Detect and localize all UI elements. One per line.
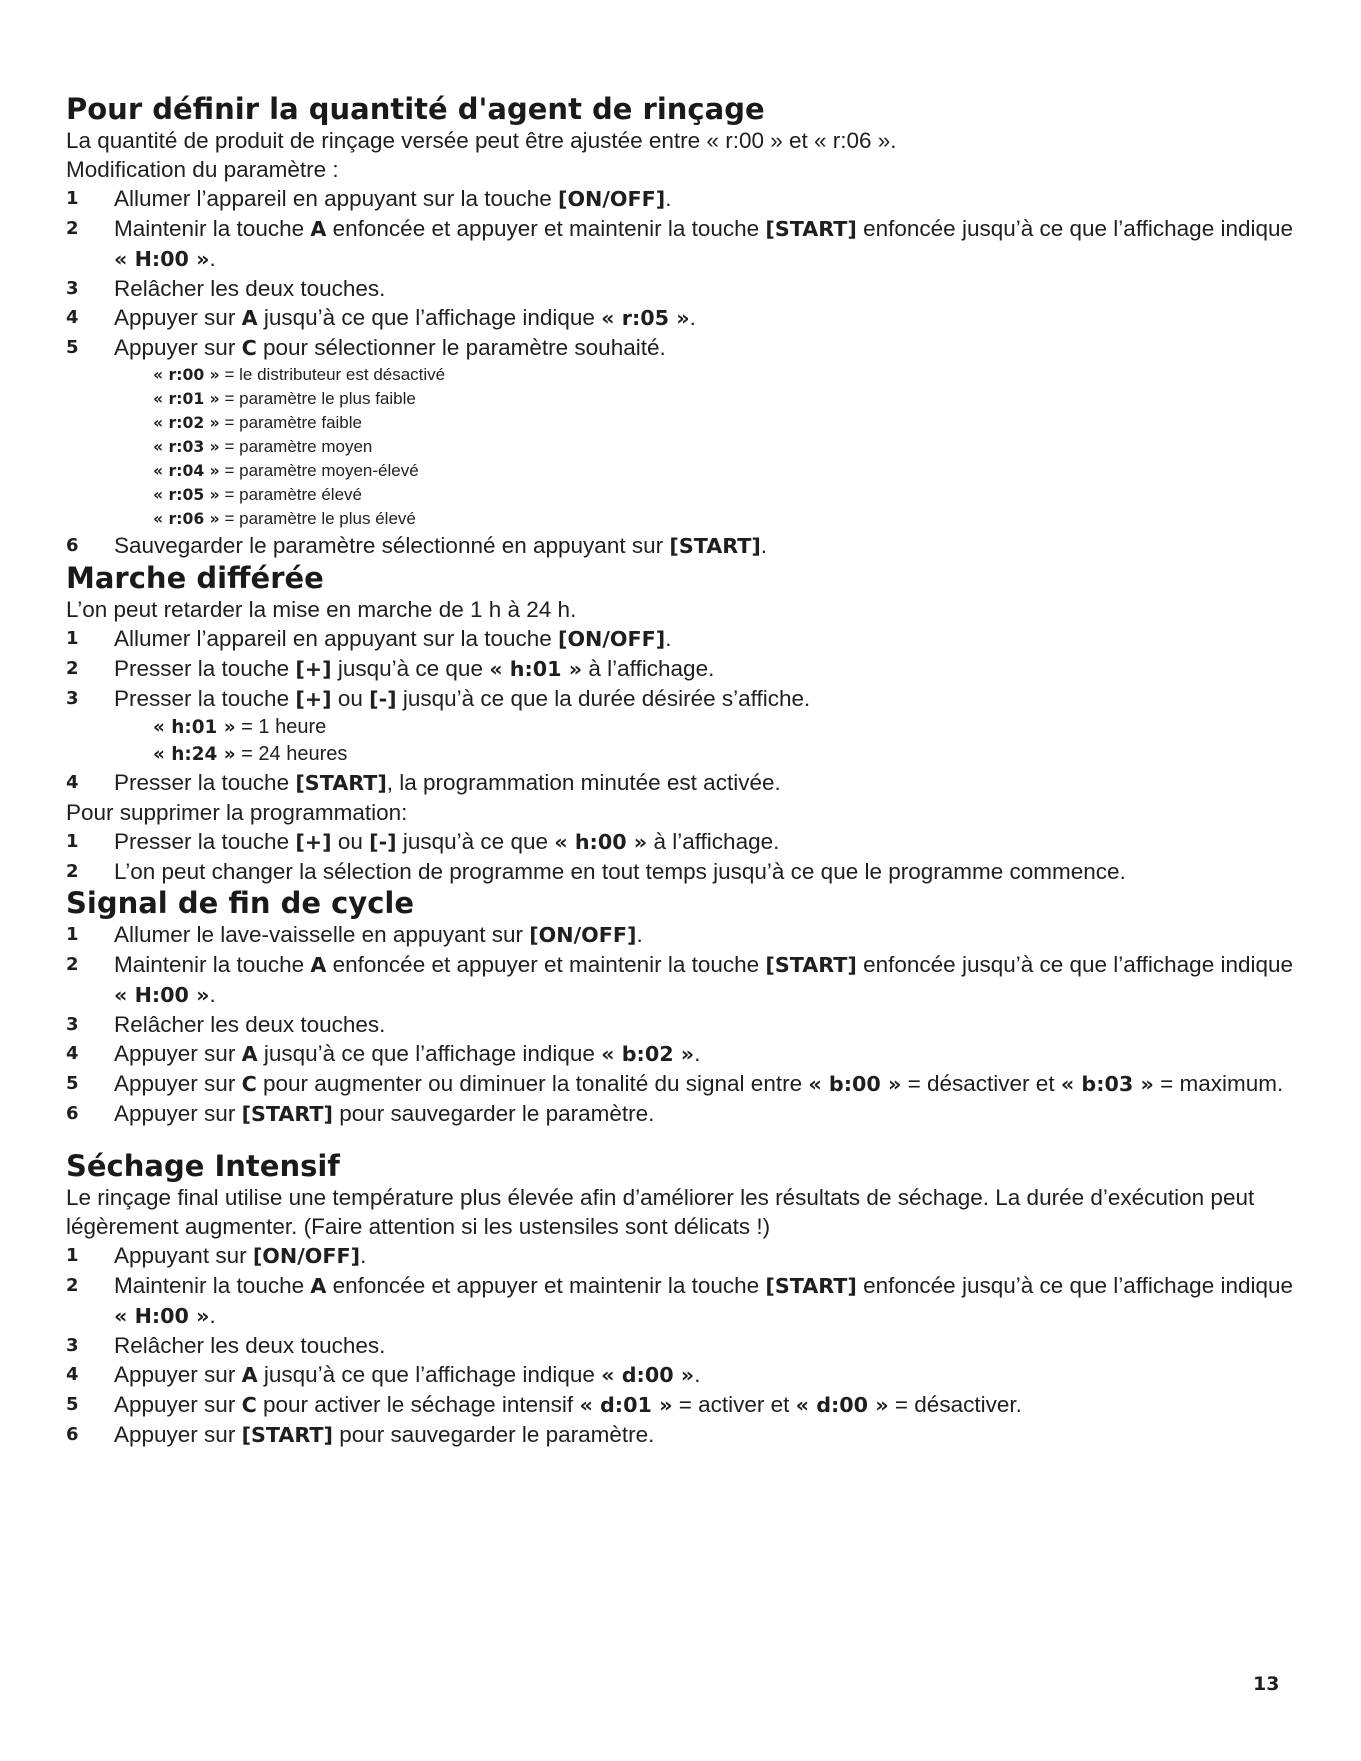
section-title-rinse-aid: Pour définir la quantité d'agent de rinçage	[66, 92, 765, 126]
text: Sauvegarder le paramètre sélectionné en appuyant sur	[114, 533, 670, 558]
text: pour sélectionner le paramètre souhaité.	[256, 335, 666, 360]
text: pour activer le séchage intensif	[256, 1392, 580, 1417]
text: Presser la touche	[114, 770, 296, 795]
step	[66, 684, 1306, 714]
step-text: Relâcher les deux touches.	[114, 1012, 386, 1037]
text: Appuyant sur	[114, 1243, 253, 1268]
step-text	[114, 950, 1306, 1010]
text: pour sauvegarder le paramètre.	[333, 1101, 655, 1126]
hours-list	[66, 714, 1306, 768]
setting-desc: = paramètre moyen	[219, 437, 373, 456]
key-label: [+]	[295, 687, 332, 711]
step	[66, 1360, 1306, 1390]
display-code: « h:00 »	[554, 830, 648, 854]
key-label: [ON/OFF]	[558, 627, 666, 651]
step-text: Relâcher les deux touches.	[114, 276, 386, 301]
text: jusqu’à ce que	[331, 656, 490, 681]
rinse-settings-list	[66, 363, 1306, 531]
display-code: « H:00 »	[114, 247, 210, 271]
page-number: 13	[1253, 1673, 1280, 1695]
text: Appuyer sur	[114, 305, 242, 330]
step-number: 6	[66, 535, 79, 556]
step-text	[114, 1039, 1306, 1069]
step-text	[114, 684, 1306, 714]
text: Appuyer sur	[114, 1422, 242, 1447]
step-number: 6	[66, 1103, 79, 1124]
display-code: « d:00 »	[601, 1363, 695, 1387]
key-label: [+]	[295, 830, 332, 854]
step	[66, 1331, 1306, 1360]
text: enfoncée jusqu’à ce que l’affichage indique	[856, 1273, 1294, 1298]
step-text	[114, 1241, 1306, 1271]
text: = désactiver et	[901, 1071, 1061, 1096]
step-number: 5	[66, 337, 79, 358]
display-code: « d:01 »	[579, 1393, 673, 1417]
key-label: [-]	[369, 830, 397, 854]
key-label: [ON/OFF]	[252, 1244, 361, 1268]
text: Presser la touche	[114, 656, 296, 681]
text: = activer et	[672, 1392, 796, 1417]
setting-item	[66, 363, 1306, 387]
step-text: Relâcher les deux touches.	[114, 1333, 386, 1358]
text: enfoncée et appuyer et maintenir la touche	[326, 1273, 766, 1298]
step-text	[114, 827, 1306, 857]
text: Appuyer sur	[114, 1041, 242, 1066]
section-title-end-signal: Signal de fin de cycle	[66, 886, 415, 920]
step	[66, 768, 1306, 798]
text: jusqu’à ce que	[396, 829, 555, 854]
text: jusqu’à ce que l’affichage indique	[257, 1362, 602, 1387]
step	[66, 1069, 1306, 1099]
key-label: [START]	[241, 1423, 333, 1447]
display-code: « r:04 »	[153, 461, 220, 480]
text: .	[689, 305, 696, 330]
key-label: A	[310, 217, 327, 241]
step-number: 5	[66, 1394, 79, 1415]
key-label: [START]	[295, 771, 387, 795]
display-code: « h:01 »	[153, 717, 236, 738]
step	[66, 1099, 1306, 1129]
step-text	[114, 1390, 1306, 1420]
step-number: 6	[66, 1424, 79, 1445]
key-label: [START]	[765, 953, 857, 977]
text: pour augmenter ou diminuer la tonalité du signal entre	[256, 1071, 809, 1096]
text: .	[665, 626, 672, 651]
step-number: 2	[66, 861, 79, 882]
key-label: [START]	[669, 534, 761, 558]
step-number: 3	[66, 1014, 79, 1035]
display-code: « h:01 »	[489, 657, 583, 681]
step-number: 1	[66, 628, 79, 649]
text: .	[360, 1243, 367, 1268]
step	[66, 531, 1306, 561]
key-label: [ON/OFF]	[529, 923, 637, 947]
step-text	[114, 303, 1306, 333]
text: Appuyer sur	[114, 1071, 242, 1096]
setting-desc: = paramètre le plus faible	[219, 389, 416, 408]
step	[66, 333, 1306, 363]
step	[66, 1241, 1306, 1271]
step	[66, 950, 1306, 1010]
step	[66, 1039, 1306, 1069]
key-label: [-]	[369, 687, 397, 711]
setting-item	[66, 459, 1306, 483]
display-code: « r:05 »	[601, 306, 690, 330]
step-text	[114, 333, 1306, 363]
text: .	[209, 982, 216, 1007]
text: = désactiver.	[888, 1392, 1022, 1417]
step-number: 1	[66, 1245, 79, 1266]
step-number: 3	[66, 688, 79, 709]
display-code: « h:24 »	[153, 744, 236, 765]
text: ou	[331, 686, 370, 711]
step-text	[114, 1271, 1306, 1331]
text: Maintenir la touche	[114, 952, 311, 977]
key-label: A	[241, 1042, 258, 1066]
text: enfoncée jusqu’à ce que l’affichage indique	[856, 952, 1294, 977]
text: jusqu’à ce que l’affichage indique	[257, 1041, 602, 1066]
document-page	[66, 92, 1306, 1450]
text: ou	[331, 829, 370, 854]
step	[66, 1010, 1306, 1039]
text: Appuyer sur	[114, 1101, 242, 1126]
text: jusqu’à ce que l’affichage indique	[257, 305, 602, 330]
setting-item	[66, 411, 1306, 435]
display-code: « r:06 »	[153, 509, 220, 528]
step-number: 3	[66, 1335, 79, 1356]
setting-item	[66, 435, 1306, 459]
text: Allumer l’appareil en appuyant sur la touche	[114, 626, 559, 651]
setting-item	[66, 507, 1306, 531]
text: .	[209, 1303, 216, 1328]
step-text	[114, 1069, 1306, 1099]
step-number: 4	[66, 307, 79, 328]
text: Presser la touche	[114, 829, 296, 854]
step	[66, 920, 1306, 950]
step-text	[114, 531, 1306, 561]
step-number: 4	[66, 1364, 79, 1385]
key-label: C	[241, 336, 257, 360]
display-code: « b:00 »	[808, 1072, 902, 1096]
step-number: 2	[66, 1275, 79, 1296]
step-number: 2	[66, 954, 79, 975]
step	[66, 303, 1306, 333]
step	[66, 1390, 1306, 1420]
key-label: A	[241, 1363, 258, 1387]
text: .	[694, 1041, 701, 1066]
step-number: 2	[66, 658, 79, 679]
step	[66, 1271, 1306, 1331]
step	[66, 214, 1306, 274]
display-code: « b:03 »	[1060, 1072, 1154, 1096]
step-number: 2	[66, 218, 79, 239]
step-text	[114, 214, 1306, 274]
key-label: [ON/OFF]	[558, 187, 666, 211]
display-code: « H:00 »	[114, 1304, 210, 1328]
step	[66, 654, 1306, 684]
text: Appuyer sur	[114, 335, 242, 360]
display-code: « r:01 »	[153, 389, 220, 408]
section-gap	[66, 1129, 1306, 1149]
setting-desc: = paramètre élevé	[219, 485, 362, 504]
text: .	[636, 922, 643, 947]
cancel-intro: Pour supprimer la programmation:	[66, 800, 408, 825]
text: Maintenir la touche	[114, 216, 311, 241]
text: .	[760, 533, 768, 558]
display-code: « r:00 »	[153, 365, 220, 384]
step-text	[114, 768, 1306, 798]
step	[66, 624, 1306, 654]
hour-desc: = 1 heure	[235, 716, 327, 738]
text: , la programmation minutée est activée.	[386, 770, 781, 795]
display-code: « r:03 »	[153, 437, 220, 456]
step	[66, 857, 1306, 886]
step-number: 5	[66, 1073, 79, 1094]
text: enfoncée et appuyer et maintenir la touche	[326, 952, 766, 977]
setting-desc: = paramètre moyen-élevé	[219, 461, 419, 480]
hour-desc: = 24 heures	[235, 743, 348, 765]
text: à l’affichage.	[582, 656, 715, 681]
step-number: 1	[66, 924, 79, 945]
key-label: C	[241, 1393, 257, 1417]
key-label: [START]	[241, 1102, 333, 1126]
step	[66, 1420, 1306, 1450]
step	[66, 184, 1306, 214]
display-code: « r:05 »	[153, 485, 220, 504]
section-intro: La quantité de produit de rinçage versée peut être ajustée entre « r:00 » et « r:06 ».	[66, 128, 897, 153]
step-text	[114, 1099, 1306, 1129]
key-label: A	[241, 306, 258, 330]
text: .	[694, 1362, 701, 1387]
text: enfoncée jusqu’à ce que l’affichage indique	[856, 216, 1294, 241]
section-intro-2: Modification du paramètre :	[66, 157, 339, 182]
step	[66, 827, 1306, 857]
step-number: 4	[66, 772, 79, 793]
step-number: 1	[66, 188, 79, 209]
key-label: [START]	[765, 217, 857, 241]
text: enfoncée et appuyer et maintenir la touche	[326, 216, 766, 241]
text: = maximum.	[1153, 1071, 1284, 1096]
step-text: L’on peut changer la sélection de programme en tout temps jusqu’à ce que le programme commence.	[114, 859, 1126, 884]
step-text	[114, 624, 1306, 654]
section-intro: Le rinçage final utilise une température plus élevée afin d’améliorer les résultats de séchage. La durée d’exécution peut légèrement augmenter. (Faire attention si les ustensiles sont délicats !)	[66, 1185, 1255, 1239]
setting-item	[66, 483, 1306, 507]
text: .	[209, 246, 216, 271]
text: Appuyer sur	[114, 1362, 242, 1387]
display-code: « r:02 »	[153, 413, 220, 432]
key-label: A	[310, 953, 327, 977]
key-label: C	[241, 1072, 257, 1096]
text: Allumer l’appareil en appuyant sur la touche	[114, 186, 559, 211]
setting-desc: = paramètre faible	[219, 413, 362, 432]
step-number: 3	[66, 278, 79, 299]
display-code: « d:00 »	[795, 1393, 889, 1417]
hour-item	[66, 714, 1306, 741]
key-label: [+]	[295, 657, 332, 681]
step-text	[114, 920, 1306, 950]
setting-item	[66, 387, 1306, 411]
key-label: [START]	[765, 1274, 857, 1298]
key-label: A	[310, 1274, 327, 1298]
text: Appuyer sur	[114, 1392, 242, 1417]
step-number: 4	[66, 1043, 79, 1064]
step-text	[114, 1420, 1306, 1450]
step-text	[114, 654, 1306, 684]
hour-item	[66, 741, 1306, 768]
text: Maintenir la touche	[114, 1273, 311, 1298]
setting-desc: = le distributeur est désactivé	[219, 365, 446, 384]
step-text	[114, 1360, 1306, 1390]
setting-desc: = paramètre le plus élevé	[219, 509, 416, 528]
step-number: 1	[66, 831, 79, 852]
section-intro: L’on peut retarder la mise en marche de 1 h à 24 h.	[66, 597, 577, 622]
text: pour sauvegarder le paramètre.	[333, 1422, 655, 1447]
display-code: « H:00 »	[114, 983, 210, 1007]
text: Allumer le lave-vaisselle en appuyant sur	[114, 922, 530, 947]
step	[66, 274, 1306, 303]
text: .	[665, 186, 672, 211]
section-title-intensive-drying: Séchage Intensif	[66, 1149, 340, 1183]
text: à l’affichage.	[647, 829, 780, 854]
display-code: « b:02 »	[601, 1042, 695, 1066]
text: Presser la touche	[114, 686, 296, 711]
text: jusqu’à ce que la durée désirée s’affiche.	[396, 686, 811, 711]
step-text	[114, 184, 1306, 214]
section-title-delayed-start: Marche différée	[66, 561, 324, 595]
